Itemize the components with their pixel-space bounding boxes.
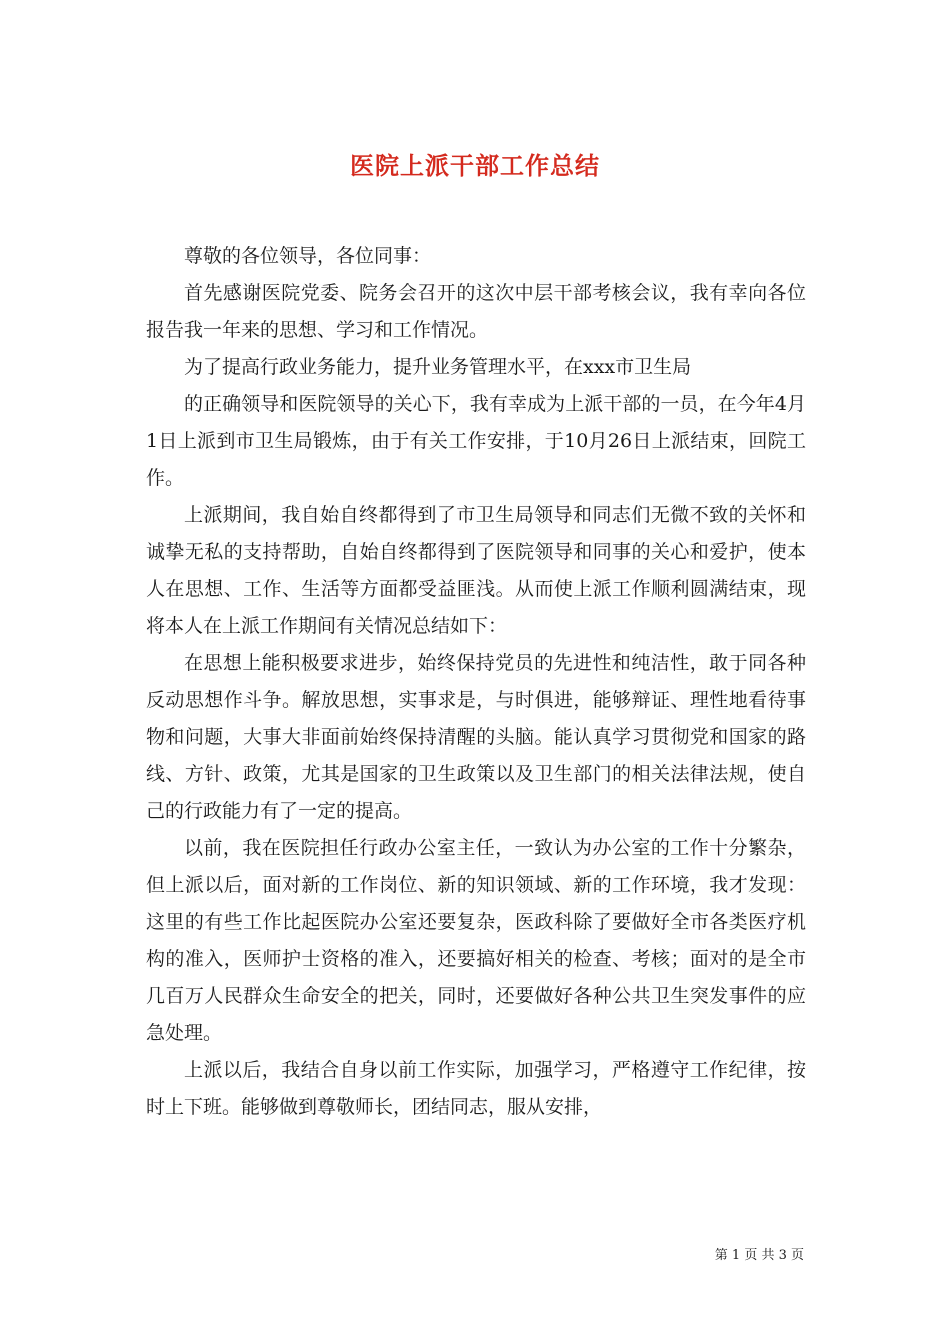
salutation-paragraph: 尊敬的各位领导，各位同事： xyxy=(184,245,432,267)
body-paragraph: 首先感谢医院党委、院务会召开的这次中层干部考核会议，我有幸向各位报告我一年来的思想、学习和工作情况。 xyxy=(146,282,806,341)
body-paragraph: 上派以后，我结合自身以前工作实际，加强学习，严格遵守工作纪律，按时上下班。能够做到尊敬师长，团结同志，服从安排， xyxy=(146,1059,806,1118)
document-body xyxy=(146,238,806,1126)
body-paragraph: 以前，我在医院担任行政办公室主任，一致认为办公室的工作十分繁杂，但上派以后，面对新的工作岗位、新的知识领域、新的工作环境，我才发现：这里的有些工作比起医院办公室还要复杂，医政科除了要做好全市各类医疗机构的准入，医师护士资格的准入，还要搞好相关的检查、考核；面对的是全市几百万人民群众生命安全的把关，同时，还要做好各种公共卫生突发事件的应急处理。 xyxy=(146,837,806,1044)
body-paragraph: 上派期间，我自始自终都得到了市卫生局领导和同志们无微不致的关怀和诚挚无私的支持帮助，自始自终都得到了医院领导和同事的关心和爱护，使本人在思想、工作、生活等方面都受益匪浅。从而使上派工作顺利圆满结束，现将本人在上派工作期间有关情况总结如下： xyxy=(146,504,806,637)
body-paragraph: 在思想上能积极要求进步，始终保持党员的先进性和纯洁性，敢于同各种反动思想作斗争。解放思想，实事求是，与时俱进，能够辩证、理性地看待事物和问题，大事大非面前始终保持清醒的头脑。能认真学习贯彻党和国家的路线、方针、政策，尤其是国家的卫生政策以及卫生部门的相关法律法规，使自己的行政能力有了一定的提高。 xyxy=(146,652,806,822)
document-title: 医院上派干部工作总结 xyxy=(350,151,600,181)
page-number: 第 1 页 共 3 页 xyxy=(714,1248,804,1263)
body-paragraph: 的正确领导和医院领导的关心下，我有幸成为上派干部的一员，在今年4月1日上派到市卫生局锻炼，由于有关工作安排，于10月26日上派结束，回院工作。 xyxy=(146,393,806,489)
body-paragraph: 为了提高行政业务能力，提升业务管理水平，在xxx市卫生局 xyxy=(184,356,692,378)
